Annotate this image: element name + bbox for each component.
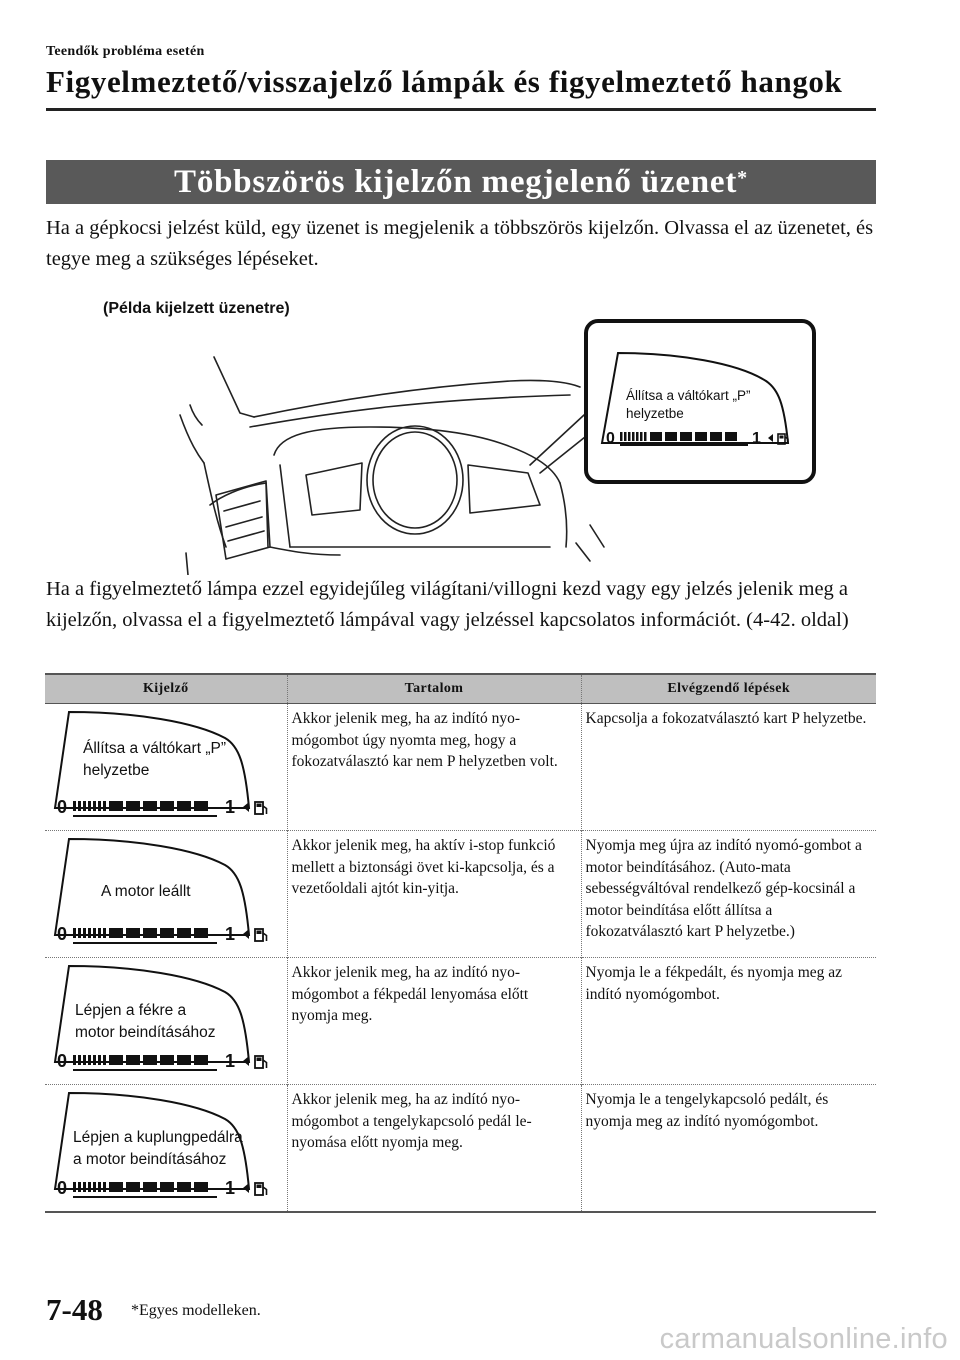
display-gauge-max: 1 xyxy=(225,1178,236,1198)
display-gauge-max: 1 xyxy=(225,924,236,944)
dashboard-illustration xyxy=(170,315,610,575)
watermark: carmanualsonline.info xyxy=(659,1323,948,1355)
display-gauge-bar xyxy=(73,1054,217,1072)
message-table xyxy=(45,673,876,1213)
display-gauge-min: 0 xyxy=(57,924,68,944)
display-message-line1: Állítsa a váltókart „P” xyxy=(83,740,226,757)
display-gauge-min: 0 xyxy=(57,797,68,817)
display-cell xyxy=(45,958,287,1085)
warning-lamp-paragraph: Ha a figyelmeztető lámpa ezzel egyidejűleg világítani/villogni kezd vagy egy jelzés jelenik meg a kijelzőn, olvassa el a figyelmeztető lámpával vagy jelzéssel kapcsolatos információt. (4-42. oldal) xyxy=(46,578,849,631)
display-message-line1: A motor leállt xyxy=(101,883,191,900)
display-gauge-min: 0 xyxy=(57,1051,68,1071)
content-cell: Akkor jelenik meg, ha az indító nyo-mógombot úgy nyomta meg, hogy a fokozatválasztó kar nem P helyzetben volt. xyxy=(287,704,581,831)
fuel-pump-icon xyxy=(241,1053,271,1071)
header-actions: Elvégzendő lépések xyxy=(581,674,876,704)
callout-message xyxy=(626,387,751,423)
footnote: *Egyes modelleken. xyxy=(131,1302,261,1319)
table-row xyxy=(45,1085,876,1213)
page-number: 7-48 xyxy=(46,1292,103,1327)
header-content: Tartalom xyxy=(287,674,581,704)
display-gauge-max: 1 xyxy=(225,1051,236,1071)
callout-message-line1: Állítsa a váltókart „P” xyxy=(626,388,751,403)
callout-gauge-max: 1 xyxy=(752,430,761,447)
display-illustration xyxy=(45,704,285,830)
display-illustration xyxy=(45,831,285,957)
fuel-pump-icon xyxy=(241,799,271,817)
action-cell: Kapcsolja a fokozatválasztó kart P helyzetbe. xyxy=(581,704,876,831)
callout-message-line2: helyzetbe xyxy=(626,406,684,421)
display-gauge-max: 1 xyxy=(225,797,236,817)
display-message-line1: Lépjen a kuplungpedálra xyxy=(73,1129,243,1146)
display-gauge-bar xyxy=(73,1181,217,1199)
content-cell: Akkor jelenik meg, ha aktív i-stop funkció mellett a biztonsági övet ki-kapcsolja, és a vezetőoldali ajtót kin-yitja. xyxy=(287,831,581,958)
callout-gauge-min: 0 xyxy=(606,430,615,447)
display-gauge-bar xyxy=(73,800,217,818)
table-row xyxy=(45,704,876,831)
table-row xyxy=(45,831,876,958)
display-message xyxy=(73,1127,243,1171)
display-message-line2: a motor beindításához xyxy=(73,1151,227,1168)
banner-asterisk: * xyxy=(737,166,748,189)
display-cell xyxy=(45,1085,287,1213)
display-message xyxy=(75,1000,215,1044)
banner-title: Többszörös kijelzőn megjelenő üzenet xyxy=(174,163,738,200)
content-cell: Akkor jelenik meg, ha az indító nyo-mógombot a tengelykapcsoló pedál le-nyomása előtt nyomja meg. xyxy=(287,1085,581,1213)
fuel-pump-icon xyxy=(241,1180,271,1198)
display-message-line2: helyzetbe xyxy=(83,762,150,779)
table-row xyxy=(45,958,876,1085)
display-message xyxy=(101,881,191,903)
action-cell: Nyomja le a fékpedált, és nyomja meg az indító nyomógombot. xyxy=(581,958,876,1085)
page-title: Figyelmeztető/visszajelző lámpák és figyelmeztető hangok xyxy=(46,64,843,99)
action-cell: Nyomja meg újra az indító nyomó-gombot a motor beindításához. (Auto-mata sebességváltóval rendelkező gép-kocsinál a motor beindítása előtt állítsa a fokozatválasztó kart P helyzetbe.) xyxy=(581,831,876,958)
display-cell xyxy=(45,704,287,831)
title-rule xyxy=(46,108,876,111)
display-illustration xyxy=(45,1085,285,1211)
display-gauge-min: 0 xyxy=(57,1178,68,1198)
fuel-pump-icon xyxy=(241,926,271,944)
action-cell: Nyomja le a tengelykapcsoló pedált, és nyomja meg az indító nyomógombot. xyxy=(581,1085,876,1213)
section-banner xyxy=(46,160,876,204)
callout-display xyxy=(584,319,816,484)
figure-caption: (Példa kijelzett üzenetre) xyxy=(103,300,290,317)
table-header-row xyxy=(45,674,876,704)
section-label: Teendők probléma esetén xyxy=(46,44,205,59)
display-illustration xyxy=(45,958,285,1084)
intro-paragraph: Ha a gépkocsi jelzést küld, egy üzenet is megjelenik a többszörös kijelzőn. Olvassa el az üzenetet, és tegye meg a szükséges lépéseket. xyxy=(46,217,874,270)
display-gauge-bar xyxy=(73,927,217,945)
display-message-line1: Lépjen a fékre a xyxy=(75,1002,187,1019)
header-display: Kijelző xyxy=(45,674,287,704)
display-message-line2: motor beindításához xyxy=(75,1024,216,1041)
fuel-pump-icon xyxy=(766,431,792,447)
content-cell: Akkor jelenik meg, ha az indító nyo-mógombot a fékpedál lenyomása előtt nyomja meg. xyxy=(287,958,581,1085)
display-cell xyxy=(45,831,287,958)
callout-gauge-bar xyxy=(620,431,748,447)
display-message xyxy=(83,738,226,782)
